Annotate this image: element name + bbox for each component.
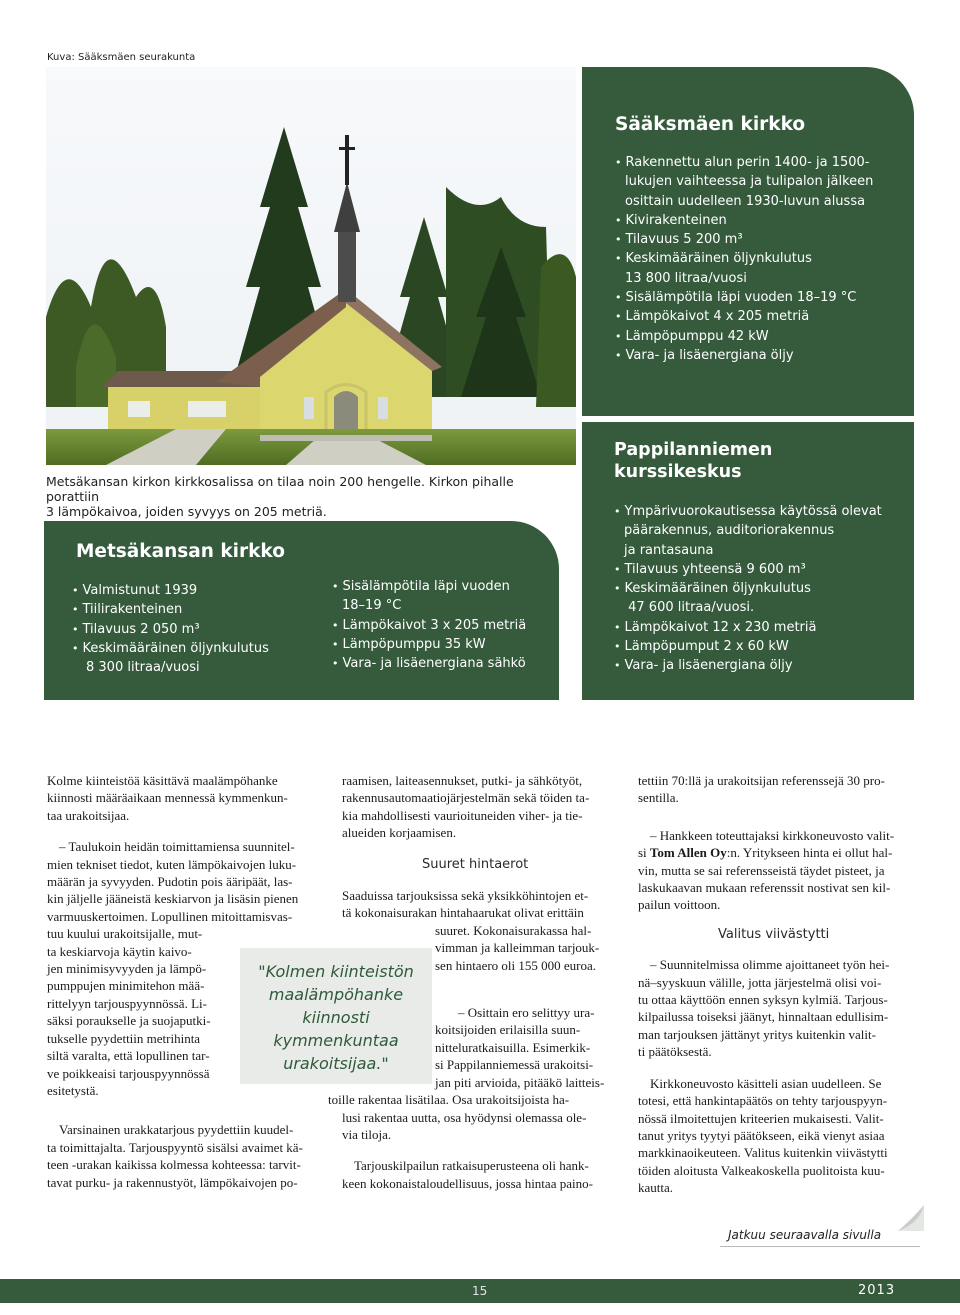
subheading: Suuret hintaerot: [422, 856, 529, 872]
paragraph-line: rittelyyn tarjouspyynnössä. Li-: [47, 995, 207, 1011]
paragraph-line: kautta.: [638, 1180, 674, 1196]
paragraph-line: kiinnosti määräaikaan mennessä kymmenkun-: [47, 790, 288, 806]
paragraph-line: siltä varalta, että lopullinen tar-: [47, 1048, 210, 1064]
text-run: :n. Yritykseen hinta ei ollut hal-: [726, 845, 893, 861]
caption-line: 3 lämpökaivoa, joiden syvyys on 205 metriä.: [46, 504, 327, 519]
church-photo: [46, 67, 576, 465]
fact-item: • Vara- ja lisäenergiana öljy: [614, 656, 882, 675]
paragraph-line: totesi, että hankintapäätös on tehty tarjouspyyn-: [638, 1093, 888, 1109]
fact-item: • Kivirakenteinen: [615, 211, 873, 230]
saaksmae-title: Sääksmäen kirkko: [615, 114, 806, 135]
fact-item: • Lämpökaivot 4 x 205 metriä: [615, 307, 873, 326]
paragraph-line: nössä ilmoitettujen kriteerien mukaisesti. Valit-: [638, 1110, 884, 1126]
pappila-title-line: kurssikeskus: [614, 462, 742, 482]
fact-item: • Valmistunut 1939: [72, 581, 269, 600]
paragraph-line: vin, mutta se sai referensseistä täydet pisteet, ja: [638, 862, 885, 878]
paragraph-line: pailun voittoon.: [638, 897, 721, 913]
paragraph-line: lusi rakentaa uutta, osa hyödynsi olemassa ole-: [342, 1109, 587, 1125]
paragraph-line: jen minimisyvyyden ja lämpö-: [47, 961, 207, 977]
pappila-title: [614, 439, 772, 483]
fact-item: 18–19 °C: [342, 598, 402, 614]
paragraph-line: rakennusautomaatiojärjestelmän sekä töiden ta-: [342, 790, 590, 806]
paragraph-line: markkinaoikeuteen. Valitus kuitenkin viivästytti: [638, 1145, 888, 1161]
fact-item: • Tiilirakenteinen: [72, 600, 269, 619]
paragraph-line: Varsinainen urakkatarjous pyydettiin kuudel-: [59, 1122, 294, 1138]
paragraph-line: vimman ja kalleimman tarjouk-: [435, 940, 600, 956]
paragraph-line: töiden aloitusta Valkeakoskella puolitoista kuu-: [638, 1162, 885, 1178]
fact-item: 47 600 litraa/vuosi.: [624, 600, 755, 616]
fact-item: 13 800 litraa/vuosi: [625, 270, 747, 286]
paragraph-line: ti päätöksestä.: [638, 1044, 712, 1060]
paragraph-line: jan piti arvioida, pitääkö laitteis-: [435, 1074, 605, 1090]
paragraph-line: raamisen, laiteasennukset, putki- ja sähkötyöt,: [342, 773, 583, 788]
paragraph-line: keen kokonaistaloudellisuus, jossa hintaa paino-: [342, 1175, 593, 1191]
paragraph-line: nitteluratkaisuilla. Esimerkik-: [435, 1039, 591, 1055]
pappila-title-line: Pappilanniemen: [614, 440, 773, 460]
text-run: si: [638, 845, 650, 861]
paragraph-line: sentilla.: [638, 790, 679, 806]
paragraph-line: varmuuskertoimen. Lopullinen mitoittamisvas-: [47, 908, 293, 924]
pappila-info-box: [582, 422, 914, 700]
paragraph-line: toille rakentaa lisätilaa. Osa urakoitsijoista ha-: [328, 1092, 570, 1108]
fact-item: • Sisälämpötila läpi vuoden: [332, 577, 526, 596]
paragraph-line: Kolme kiinteistöä käsittävä maalämpöhanke: [47, 773, 278, 788]
paragraph-line: tuu kuului urakoitsijalle, mut-: [47, 926, 203, 942]
fact-item: • Lämpökaivot 3 x 205 metriä: [332, 616, 526, 635]
caption-line: Metsäkansan kirkon kirkkosalissa on tilaa noin 200 hengelle. Kirkon pihalle porattiin: [46, 474, 514, 504]
page-number: 15: [472, 1284, 488, 1298]
fact-item: • Lämpöpumppu 42 kW: [615, 327, 873, 346]
fact-item: • Ympärivuorokautisessa käytössä olevat: [614, 502, 882, 521]
fact-item: • Tilavuus 2 050 m³: [72, 620, 269, 639]
article-column-3: [638, 772, 918, 1197]
paragraph-line: taa urakoitsijaa.: [47, 807, 130, 823]
paragraph-line: ta keskiarvoja käytin kaivo-: [47, 943, 192, 959]
fact-item: • Keskimääräinen öljynkulutus: [72, 639, 269, 658]
paragraph-line: kin jäljelle jääneistä keskiarvon ja lisäsin pienen: [47, 891, 299, 907]
paragraph-line: Kirkkoneuvosto käsitteli asian uudelleen. Se: [650, 1075, 882, 1091]
paragraph-line: kia mahdollisesti vaurioituneiden viher- ja tie-: [342, 807, 583, 823]
paragraph-line: laskukaavan mukaan referenssit nostivat sen kil-: [638, 880, 891, 896]
paragraph-line: suuret. Kokonaisurakassa hal-: [435, 922, 592, 938]
fact-item: osittain uudelleen 1930-luvun alussa: [625, 193, 866, 209]
fact-item: • Lämpökaivot 12 x 230 metriä: [614, 618, 882, 637]
paragraph-line: via tiloja.: [342, 1126, 392, 1142]
paragraph-line: alueiden korjaamisen.: [342, 825, 457, 841]
fact-item: • Tilavuus 5 200 m³: [615, 230, 873, 249]
paragraph-line: – Hankkeen toteuttajaksi kirkkoneuvosto valit-: [650, 827, 895, 843]
paragraph-line: pumppujen minimitehon mää-: [47, 978, 205, 994]
saaksmae-info-box: [582, 67, 914, 416]
fact-item: • Lämpöpumppu 35 kW: [332, 635, 526, 654]
metsakansa-facts-left: [72, 581, 269, 677]
paragraph-line: ve poikkeaisi tarjouspyynnössä: [47, 1065, 210, 1081]
fact-item: • Vara- ja lisäenergiana sähkö: [332, 654, 526, 673]
fact-item: • Lämpöpumput 2 x 60 kW: [614, 637, 882, 656]
fact-item: • Sisälämpötila läpi vuoden 18–19 °C: [615, 288, 873, 307]
paragraph-line: tu ottaa käyttöön ennen syksyn kylmiä. Tarjous-: [638, 992, 888, 1008]
metsakansa-facts-right: [332, 577, 526, 673]
paragraph-line: nä–syyskuun välille, jotta järjestelmä olisi voi-: [638, 974, 882, 990]
saaksmae-facts: [615, 153, 873, 365]
paragraph-line: tä kokonaisurakan hintahaarukat olivat erittäin: [342, 905, 584, 921]
page-curl-icon: [898, 1205, 924, 1235]
metsakansa-title: Metsäkansan kirkko: [76, 541, 285, 562]
paragraph-line: [638, 844, 918, 861]
paragraph-line: – Taulukoin heidän toimittamiensa suunnitel-: [59, 839, 295, 855]
paragraph-line: määrän ja syvyyden. Pudotin pois ääripäät, las-: [47, 874, 293, 890]
paragraph-line: Saaduissa tarjouksissa sekä yksikköhintojen et-: [342, 888, 589, 904]
photo-caption: [46, 474, 566, 519]
paragraph-line: tanut yritys tyytyi päätökseen, eikä vienyt asiaa: [638, 1127, 885, 1143]
paragraph-line: tavat purku- ja rakennustyöt, lämpökaivojen po-: [47, 1174, 298, 1190]
paragraph-line: man tarjouksen jättänyt yritys kuitenkin valit-: [638, 1026, 876, 1042]
subheading: Valitus viivästytti: [718, 926, 830, 942]
paragraph-line: Tarjouskilpailun ratkaisuperusteena oli hank-: [354, 1158, 589, 1174]
paragraph-line: esitetystä.: [47, 1082, 99, 1098]
paragraph-line: kilpailussa toiseksi jäänyt, hinnaltaan edullisim-: [638, 1009, 889, 1025]
paragraph-line: tettiin 70:llä ja urakoitsijan referenssejä 30 pro-: [638, 773, 885, 788]
fact-item: lukujen vaihteessa ja tulipalon jälkeen: [625, 174, 874, 190]
year-label: 2013: [858, 1283, 896, 1298]
fact-item: • Keskimääräinen öljynkulutus: [615, 249, 873, 268]
fact-item: päärakennus, auditoriorakennus: [624, 523, 835, 539]
pull-quote-text: "Kolmen kiinteistön maalämpöhanke kiinnosti kymmenkuntaa urakoitsijaa.": [258, 962, 414, 1073]
fact-item: • Tilavuus yhteensä 9 600 m³: [614, 560, 882, 579]
fact-item: • Rakennettu alun perin 1400- ja 1500-: [615, 153, 873, 172]
metsakansa-info-box: [44, 521, 559, 700]
pappila-facts: [614, 502, 882, 676]
paragraph-line: mien tekniset tiedot, kuten lämpökaivojen luku-: [47, 856, 297, 872]
paragraph-line: – Osittain ero selittyy ura-: [458, 1005, 595, 1021]
paragraph-line: tukselle pyydettiin metrihinta: [47, 1030, 201, 1046]
paragraph-line: sen hintaero oli 155 000 euroa.: [435, 957, 597, 973]
paragraph-line: teen -urakan kaikissa kolmessa kohteessa: tarvit-: [47, 1157, 301, 1173]
paragraph-line: ta toimittajalta. Tarjouspyyntö sisälsi avaimet kä-: [47, 1139, 303, 1155]
paragraph-line: si Pappilanniemessä urakoitsi-: [435, 1057, 594, 1073]
fact-item: • Keskimääräinen öljynkulutus: [614, 579, 882, 598]
continues-note: Jatkuu seuraavalla sivulla: [728, 1228, 882, 1242]
photo-credit: Kuva: Sääksmäen seurakunta: [47, 52, 196, 63]
divider: [720, 1246, 920, 1247]
fact-item: ja rantasauna: [624, 542, 714, 558]
company-name: Tom Allen Oy: [649, 845, 727, 861]
paragraph-line: – Suunnitelmissa olimme ajoittaneet työn hei-: [650, 957, 890, 973]
paragraph-line: koitsijoiden erilaisilla suun-: [435, 1022, 581, 1038]
paragraph-line: säksi poraukselle ja suojaputki-: [47, 1013, 211, 1029]
fact-item: • Vara- ja lisäenergiana öljy: [615, 346, 873, 365]
fact-item: 8 300 litraa/vuosi: [86, 660, 200, 676]
